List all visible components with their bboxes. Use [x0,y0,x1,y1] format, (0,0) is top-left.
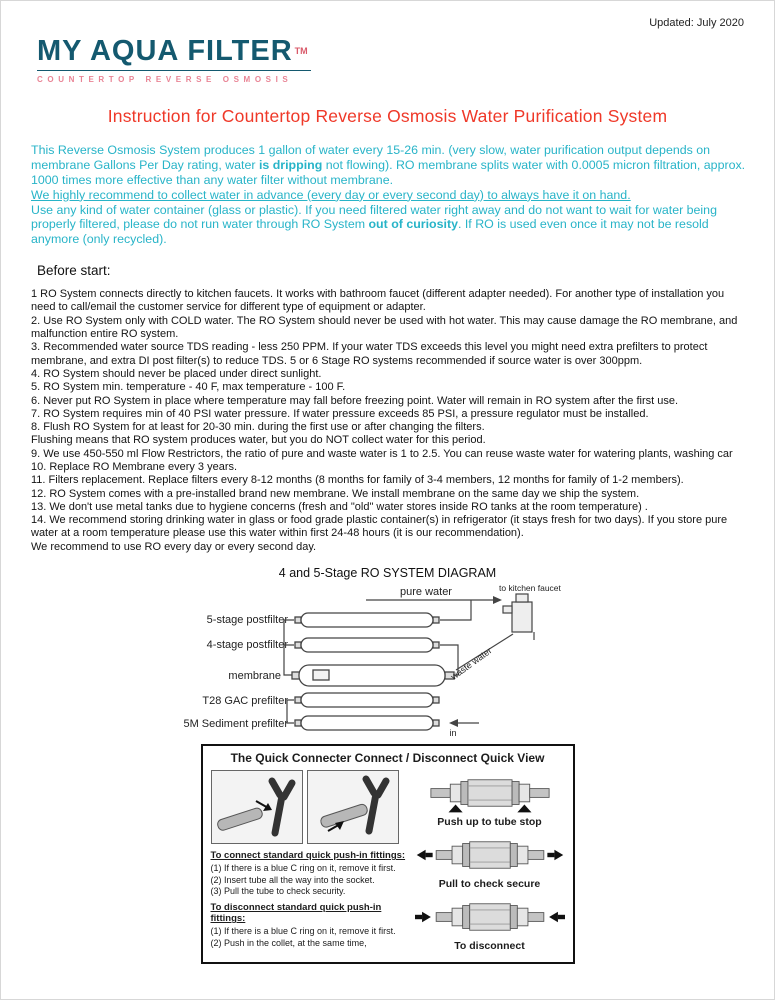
pull-to-check-secure-figure [415,832,565,892]
caption-push-up: Push up to tube stop [437,816,542,829]
caption-pull-check: Pull to check secure [438,878,541,891]
quick-view-left-column [211,770,407,956]
intro-bold-curiosity: out of curiosity [368,217,458,232]
instruction-line: 8. Flush RO System for at least for 20-30 min. during the first use or after changing the filters. [31,421,485,434]
collet-tool-icon [272,781,292,833]
instruction-line: 2. Use RO System only with COLD water. The RO System should never be used with hot water. This may cause damage the RO membrane, and malfunction entire RO system. [31,314,738,341]
label-to-kitchen-faucet: to kitchen faucet [499,583,561,594]
connect-step: (1) If there is a blue C ring on it, remove it first. [210,863,396,874]
tube-removal-illustration [211,770,303,844]
instruction-line: We recommend to use RO every day or every second day. [31,540,317,553]
disconnect-step: (2) Push in the collet, at the same time, [210,937,367,948]
page-title: Instruction for Countertop Reverse Osmosis Water Purification System [107,106,668,126]
quick-view-box [201,744,575,964]
pure-water-arrowhead [493,596,502,604]
disconnect-instructions-heading: To disconnect standard quick push-in fittings: [210,902,382,925]
filter-gac-prefilter [301,693,433,707]
instruction-line: 11. Filters replacement. Replace filters every 8-12 months (8 months for family of 3-4 members, 12 months for family of 1-2 members). [31,474,684,487]
label-pure-water: pure water [400,586,452,599]
trademark-symbol: TM [294,45,308,56]
intro-text: Use any kind of water container (glass or plastic). If you need filtered water right away and do not want to wait for water being properly filtered, please do not run water through RO System [31,202,717,232]
intro-line-1 [31,143,746,188]
connect-step: (2) Insert tube all the way into the socket. [210,874,375,885]
label-4-stage-postfilter: 4-stage postfilter [206,639,288,652]
quick-connector-pull-icon [415,832,565,878]
instruction-line: 6. Never put RO System in place where temperature may fall before freezing point. Water will remain in RO system after the first use. [31,394,679,407]
label-sediment-prefilter: 5M Sediment prefilter [183,718,288,731]
label-membrane: membrane [228,670,281,683]
label-in: in [449,728,457,739]
instruction-line: 3. Recommended water source TDS reading - less 250 PPM. If your water TDS exceeds this level you might need extra prefilters to protect membrane, and extra DI post filter(s) to reduce TDS. 5 or 6 Stage RO systems recommended if source water is over 300ppm. [31,341,708,367]
quick-view-right-column [415,770,565,956]
instruction-line: 14. We recommend storing drinking water in glass or food grade plastic container(s) in refrigerator (it stays fresh for two days). If you store pure water at a room temperature please use this water within first 24-48 hours (it is our recommendation). [31,514,728,540]
instruction-line: 9. We use 450-550 ml Flow Restrictors, the ratio of pure and waste water is 1 to 2.5. You can reuse waste water for watering plants, washing car [31,447,733,460]
disconnect-steps-list [211,926,407,949]
before-start-heading: Before start: [37,263,111,279]
brand-logo [1,1,774,84]
instruction-line: 12. RO System comes with a pre-installed brand new membrane. We install membrane on the same day we ship the system. [31,487,640,500]
in-arrowhead [449,719,458,727]
intro-text: not flowing). RO membrane splits water with 0.0005 micron filtration, approx. 1000 times more effective than any water filter without membrane. [31,157,746,187]
filter-4-stage-postfilter [301,638,433,652]
label-5-stage-postfilter: 5-stage postfilter [206,614,288,627]
connect-step: (3) Pull the tube to check security. [210,886,346,897]
tube-insert-illustration [307,770,399,844]
membrane-port-detail [313,670,329,680]
instruction-line: 5. RO System min. temperature - 40 F, max temperature - 100 F. [31,381,346,394]
quick-connector-push-icon [415,770,565,816]
kitchen-faucet-icon [503,594,532,632]
instruction-line: 7. RO System requires min of 40 PSI water pressure. If water pressure exceeds 85 PSI, a pressure regulator must be installed. [31,407,649,420]
intro-text: This Reverse Osmosis System produces 1 gallon of water every 15-26 min. (very slow, water purification output depends on membrane Gallons Per Day rating, water [31,143,711,172]
updated-date: Updated: July 2020 [649,17,744,29]
before-start-section [31,263,746,554]
filter-5-stage-postfilter [301,613,433,627]
brand-name: MY AQUA FILTER [37,35,293,67]
instruction-line: Flushing means that RO system produces water, but you do NOT collect water for this period. [31,434,486,447]
caption-to-disconnect: To disconnect [454,940,525,953]
to-disconnect-figure [415,894,565,954]
brand-title-row [37,35,774,68]
instruction-line: 13. We don't use metal tanks due to hygiene concerns (fresh and "old" water stores inside RO tanks at the room temperature) . [31,500,648,513]
intro-line-3 [31,203,746,248]
filter-sediment-prefilter [301,716,433,730]
quick-view-title: The Quick Connecter Connect / Disconnect Quick View [230,751,545,766]
disconnect-step: (1) If there is a blue C ring on it, remove it first. [210,926,396,937]
connect-instructions-heading: To connect standard quick push-in fittings: [210,850,406,862]
instruction-line: 10. Replace RO Membrane every 3 years. [31,460,238,473]
quick-connector-disconnect-icon [415,894,565,940]
intro-paragraph [31,143,746,247]
connect-steps-list [211,863,407,898]
filter-cartridges [292,613,454,730]
intro-line-2: We highly recommend to collect water in advance (every day or every second day) to always have it on hand. [31,187,631,202]
push-up-to-tube-stop-figure [415,770,565,830]
intro-bold-dripping: is dripping [258,157,323,172]
label-gac-prefilter: T28 GAC prefilter [202,695,288,708]
instruction-line: 1 RO System connects directly to kitchen faucets. It works with bathroom faucet (different adapter needed). For another type of installation you need to call/email the customer service for different type of equipment or adapter. [31,288,725,314]
diagram-heading: 4 and 5-Stage RO SYSTEM DIAGRAM [278,566,497,581]
logo-underline [37,70,311,71]
ro-system-diagram [1,582,775,740]
collet-tool-icon [366,779,386,831]
instruction-line: 4. RO System should never be placed under direct sunlight. [31,367,322,380]
intro-text: . If RO is used even once it may not be resold anymore (only recycled). [31,217,709,247]
brand-subtitle: COUNTERTOP REVERSE OSMOSIS [37,75,293,84]
before-start-list [31,288,746,554]
label-waste-water: waste water [448,645,494,682]
